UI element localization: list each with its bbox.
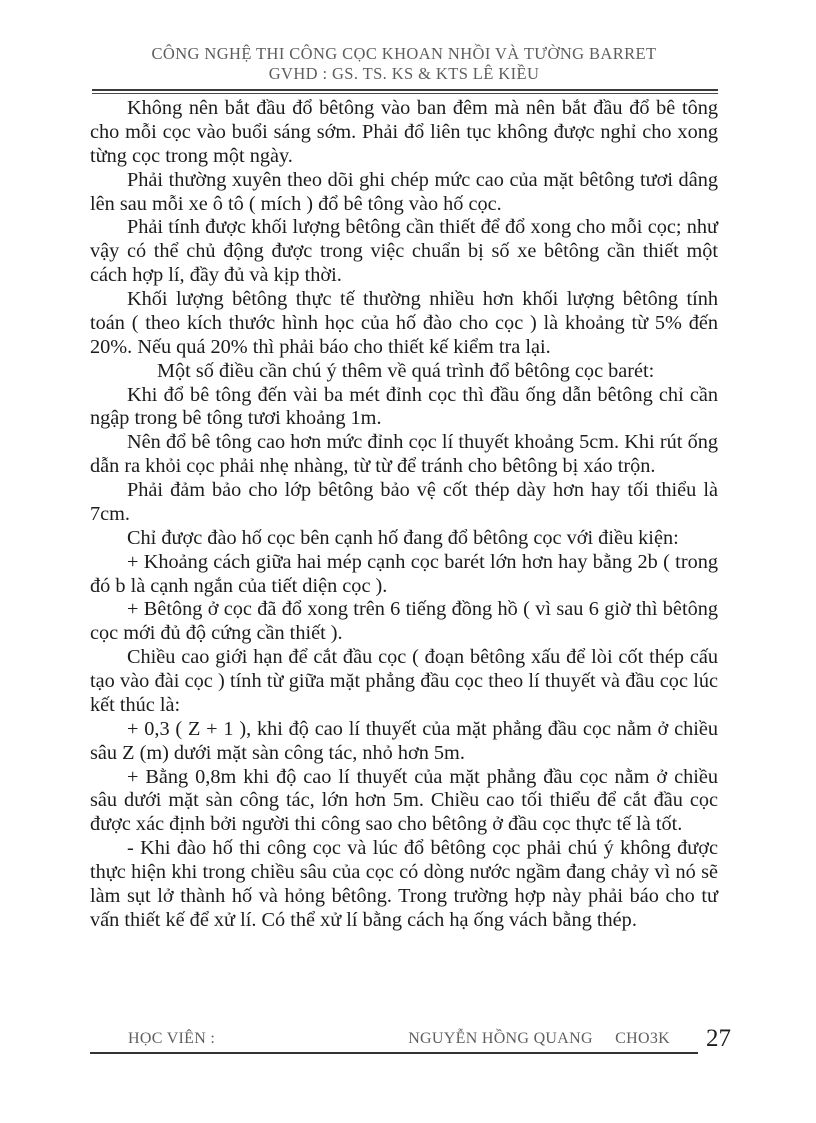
- paragraph: Phải tính được khối lượng bêtông cần thiết để đổ xong cho mỗi cọc; như vậy có thể chủ động được trong việc chuẩn bị số xe bêtông cần thiết một cách hợp lí, đầy đủ và kịp thời.: [90, 216, 718, 287]
- paragraph: Nên đổ bê tông cao hơn mức đỉnh cọc lí thuyết khoảng 5cm. Khi rút ống dẫn ra khỏi cọc phải nhẹ nhàng, từ từ để tránh cho bêtông bị xáo trộn.: [90, 431, 718, 478]
- paragraph: Chiều cao giới hạn để cắt đầu cọc ( đoạn bêtông xấu để lòi cốt thép cấu tạo vào đài cọc ) tính từ giữa mặt phẳng đầu cọc theo lí thuyết và đầu cọc lúc kết thúc là:: [90, 646, 718, 716]
- paragraph: Phải đảm bảo cho lớp bêtông bảo vệ cốt thép dày hơn hay tối thiểu là 7cm.: [90, 479, 718, 525]
- page-header: [90, 44, 718, 84]
- paragraph: Khi đổ bê tông đến vài ba mét đỉnh cọc thì đầu ống dẫn bêtông chỉ cần ngập trong bê tông tươi khoảng 1m.: [90, 383, 718, 430]
- document-body: [90, 97, 718, 933]
- paragraph: + Bằng 0,8m khi độ cao lí thuyết của mặt phẳng đầu cọc nằm ở chiều sâu dưới mặt sàn công tác, lớn hơn 5m. Chiều cao tối thiểu để cắt đầu cọc được xác định bởi người thi công sao cho bêtông ở đầu cọc thực tế là tốt.: [90, 765, 718, 836]
- paragraph: Phải thường xuyên theo dõi ghi chép mức cao của mặt bêtông tươi dâng lên sau mỗi xe ô tô ( mích ) đổ bê tông vào hố cọc.: [90, 168, 718, 215]
- footer-student-name: NGUYỄN HỒNG QUANG: [408, 1030, 593, 1047]
- page-number: 27: [706, 1025, 731, 1052]
- footer-class-code: CHO3K: [615, 1030, 670, 1047]
- paragraph: Không nên bắt đầu đổ bêtông vào ban đêm mà nên bắt đầu đổ bê tông cho mỗi cọc vào buổi sáng sớm. Phải đổ liên tục không được nghỉ cho xong từng cọc trong một ngày.: [90, 97, 718, 167]
- paragraph: + Khoảng cách giữa hai mép cạnh cọc barét lớn hơn hay bằng 2b ( trong đó b là cạnh ngắn của tiết diện cọc ).: [90, 550, 718, 597]
- footer-row: [90, 1029, 698, 1049]
- paragraph: Một số điều cần chú ý thêm về quá trình đổ bêtông cọc barét:: [157, 359, 655, 382]
- paragraph: - Khi đào hố thi công cọc và lúc đổ bêtông cọc phải chú ý không được thực hiện khi trong chiều sâu của cọc có dòng nước ngầm đang chảy vì nó sẽ làm sụt lở thành hố và hỏng bêtông. Trong trường hợp này phải báo cho tư vấn thiết kế để xử lí. Có thể xử lí bằng cách hạ ống vách bằng thép.: [90, 837, 718, 931]
- header-divider: [92, 89, 718, 94]
- footer-divider: [90, 1052, 698, 1054]
- paragraph: Chỉ được đào hố cọc bên cạnh hố đang đổ bêtông cọc với điều kiện:: [127, 526, 679, 549]
- paragraph: + 0,3 ( Z + 1 ), khi độ cao lí thuyết của mặt phẳng đầu cọc nằm ở chiều sâu Z (m) dưới mặt sàn công tác, nhỏ hơn 5m.: [90, 717, 718, 764]
- footer-student-label: HỌC VIÊN :: [128, 1030, 216, 1047]
- page-footer: [90, 1025, 731, 1054]
- paragraph: + Bêtông ở cọc đã đổ xong trên 6 tiếng đồng hồ ( vì sau 6 giờ thì bêtông cọc mới đủ độ cứng cần thiết ).: [90, 598, 718, 645]
- footer-author: [408, 1029, 670, 1049]
- header-subtitle: GVHD : GS. TS. KS & KTS LÊ KIỀU: [268, 64, 540, 83]
- paragraph: Khối lượng bêtông thực tế thường nhiều hơn khối lượng bêtông tính toán ( theo kích thước hình học của hố đào cho cọc ) là khoảng từ 5% đến 20%. Nếu quá 20% thì phải báo cho thiết kế kiểm tra lại.: [90, 288, 718, 358]
- header-title: CÔNG NGHỆ THI CÔNG CỌC KHOAN NHỒI VÀ TƯỜNG BARRET: [151, 44, 657, 63]
